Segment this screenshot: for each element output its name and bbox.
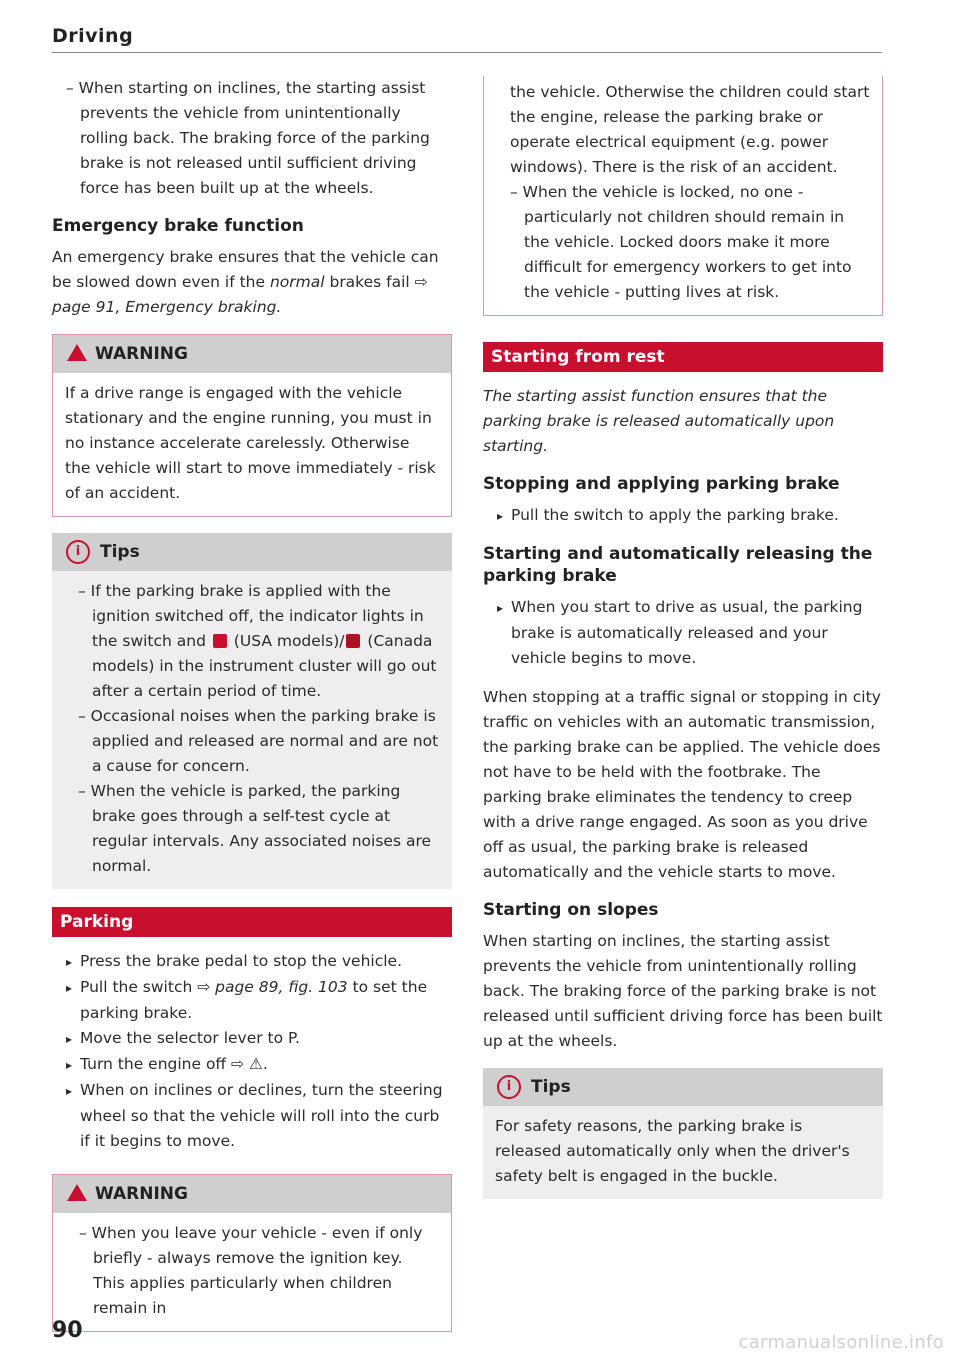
footer-watermark: carmanualsonline.info bbox=[738, 1332, 944, 1353]
starting-body: When stopping at a traffic signal or stopping in city traffic on vehicles with an automatic transmission, the parking brake can be applied. The vehicle does not have to be held with the footbrake. The parking brake eliminates the tendency to creep with a drive range engaged. As soon as you drive off as usual, the parking brake is released automatically and the vehicle starts to move. bbox=[483, 688, 881, 881]
warning-box-2 bbox=[52, 1174, 452, 1332]
tips-item: – When the vehicle is parked, the parking brake goes through a self-test cycle at regular intervals. Any associated noises are normal. bbox=[78, 782, 432, 875]
slopes-heading: Starting on slopes bbox=[483, 900, 659, 920]
tips-box-1 bbox=[52, 533, 452, 889]
section-title-starting: Starting from rest bbox=[483, 342, 883, 372]
info-circle-icon: i bbox=[497, 1075, 521, 1099]
emergency-braking-link[interactable]: ⇨ page 91, Emergency braking. bbox=[52, 273, 428, 316]
stopping-step: ▸ Pull the switch to apply the parking brake. bbox=[483, 503, 883, 529]
parking-step: ▸ Turn the engine off ⇨ ⚠. bbox=[52, 1052, 452, 1078]
parking-step: ▸ When on inclines or declines, turn the steering wheel so that the vehicle will roll into the curb if it begins to move. bbox=[52, 1078, 452, 1154]
warning-triangle-icon bbox=[67, 1184, 87, 1201]
page-header-title: Driving bbox=[52, 25, 134, 47]
tips-body bbox=[52, 571, 452, 889]
warning-box-1 bbox=[52, 334, 452, 517]
warning-body: If a drive range is engaged with the vehicle stationary and the engine running, you must in no instance accelerate carelessly. Otherwise the vehicle will start to move immediately - risk of an accident. bbox=[65, 384, 436, 502]
emergency-brake-text: An emergency brake ensures that the vehicle can be slowed down even if the normal brakes fail ⇨ page 91, Emergency braking. bbox=[52, 248, 439, 316]
info-circle-icon: i bbox=[66, 540, 90, 564]
warning-header: WARNING bbox=[53, 335, 451, 373]
slopes-text: When starting on inclines, the starting assist prevents the vehicle from unintentionally rolling back. The braking force of the parking brake is not released until sufficient driving force has been built up at the wheels. bbox=[483, 932, 883, 1050]
parking-step: ▸ Press the brake pedal to stop the vehicle. bbox=[52, 949, 452, 975]
parking-step: ▸ Move the selector lever to P. bbox=[52, 1026, 452, 1052]
releasing-step: ▸ When you start to drive as usual, the parking brake is automatically released and your vehicle begins to move. bbox=[483, 595, 883, 671]
left-column bbox=[52, 76, 452, 1348]
warning-header: WARNING bbox=[53, 1175, 451, 1213]
parking-step: ▸ Pull the switch ⇨ page 89, fig. 103 to set the parking brake. bbox=[52, 975, 452, 1026]
warning-triangle-icon bbox=[67, 344, 87, 361]
fig-103-link[interactable]: ⇨ page 89, fig. 103 bbox=[197, 978, 348, 996]
warning-box-2-continued bbox=[483, 76, 883, 316]
stopping-heading: Stopping and applying parking brake bbox=[483, 474, 840, 494]
parking-brake-indicator-canada-icon bbox=[346, 634, 360, 648]
section-title-parking: Parking bbox=[52, 907, 452, 937]
tips-header: i Tips bbox=[483, 1068, 883, 1106]
tips-box-2 bbox=[483, 1068, 883, 1199]
tips-body: For safety reasons, the parking brake is released automatically only when the driver's safety belt is engaged in the buckle. bbox=[495, 1117, 850, 1185]
warning-body: – When you leave your vehicle - even if only briefly - always remove the ignition key. This applies particularly when children remain in bbox=[79, 1224, 423, 1317]
releasing-heading: Starting and automatically releasing the parking brake bbox=[483, 544, 873, 586]
warning-body: the vehicle. Otherwise the children could start the engine, release the parking brake or operate electrical equipment (e.g. power windows). There is the risk of an accident. – When the vehicle is locked, no one - particularly not children should remain in the vehicle. Locked doors make it more difficult for emergency workers to get into the vehicle - putting lives at risk. bbox=[510, 83, 870, 301]
header-divider bbox=[52, 52, 882, 53]
page-number: 90 bbox=[52, 1318, 83, 1343]
emergency-brake-heading: Emergency brake function bbox=[52, 216, 304, 236]
parking-brake-indicator-icon bbox=[213, 634, 227, 648]
tips-item: – Occasional noises when the parking brake is applied and released are normal and are not a cause for concern. bbox=[78, 707, 439, 775]
intro-dash-item: – When starting on inclines, the starting assist prevents the vehicle from unintentionally rolling back. The braking force of the parking brake is not released until sufficient driving force has been built up at the wheels. bbox=[66, 79, 430, 197]
starting-intro: The starting assist function ensures that the parking brake is released automatically upon starting. bbox=[483, 387, 835, 455]
tips-header: i Tips bbox=[52, 533, 452, 571]
right-column bbox=[483, 76, 883, 1215]
tips-item: – If the parking brake is applied with the ignition switched off, the indicator lights in the switch and (USA models)/ (Canada models) in the instrument cluster will go out after a certain period of time. bbox=[78, 582, 437, 700]
